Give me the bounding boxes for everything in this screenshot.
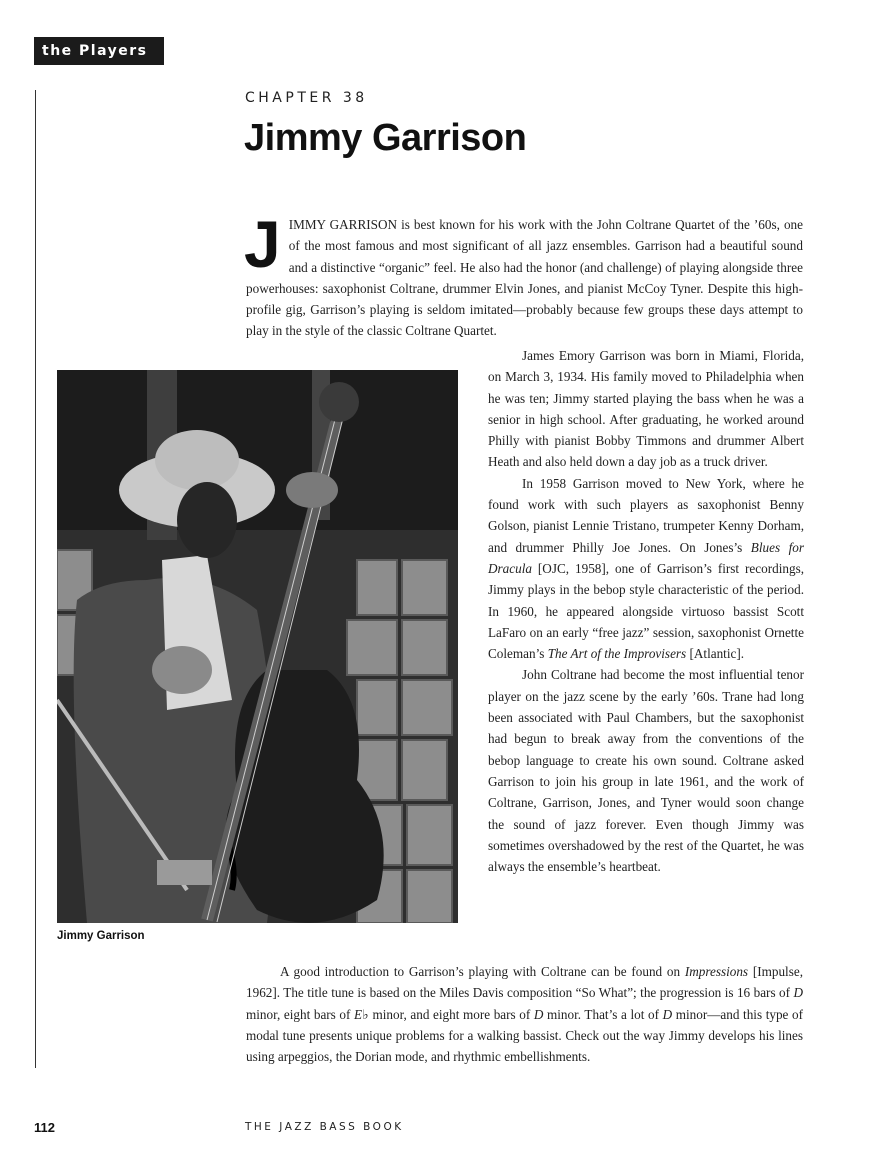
text-run: minor, and eight more bars of bbox=[368, 1006, 534, 1022]
intro-paragraph bbox=[244, 207, 803, 342]
key-name: D bbox=[662, 1006, 673, 1022]
chapter-title: Jimmy Garrison bbox=[244, 117, 527, 159]
text-run: [OJC, 1958], one of Garrison’s first recordings, Jimmy plays in the bebop style characteristic of the period. In 1960, he appeared alongside virtuoso bassist Scott LaFaro on an early “free jazz” session, saxophonist Ornette Coleman’s bbox=[488, 560, 804, 662]
key-name: D bbox=[793, 985, 803, 1001]
margin-rule bbox=[35, 90, 36, 1068]
paragraph-coltrane: John Coltrane had become the most influential tenor player on the jazz scene by the early ’60s. Trane had long been associated with Paul Chambers, but the saxophonist had begun to break away from the conventions of the bebop language to create his own sound. Coltrane asked Garrison to join his group in late 1961, and the work of Coltrane, Garrison, Jones, and Tyner would soon change the sound of jazz forever. Even though Jimmy was sometimes overshadowed by the rest of the Quartet, he was always the ensemble’s heartbeat. bbox=[488, 667, 804, 875]
key-name: E♭ bbox=[354, 1006, 369, 1022]
paragraph-new-york bbox=[488, 473, 804, 665]
text-run: minor. That’s a lot of bbox=[543, 1006, 663, 1022]
text-run: A good introduction to Garrison’s playing with Coltrane can be found on bbox=[280, 964, 685, 979]
photo-caption: Jimmy Garrison bbox=[57, 930, 145, 942]
paragraph-impressions bbox=[246, 961, 803, 1067]
running-footer: THE JAZZ BASS BOOK bbox=[245, 1121, 404, 1133]
text-run: minor, eight bars of bbox=[246, 1006, 355, 1022]
right-column bbox=[488, 345, 804, 877]
text-run: [Impulse, 1962]. The title tune is based on the Miles Davis composition “So What”; the progression is 16 bars of bbox=[246, 964, 803, 1001]
intro-text: IMMY GARRISON is best known for his work with the John Coltrane Quartet of the ’60s, one of the most famous and most significant of all jazz ensembles. Garrison had a beautiful sound and a distinctive “organic” feel. He also had the honor (and challenge) of playing alongside three powerhouses: saxophonist Coltrane, drummer Elvin Jones, and pianist McCoy Tyner. Despite this high-profile gig, Garrison’s playing is seldom imitated—probably because few groups these days attempt to play in the style of the classic Coltrane Quartet. bbox=[246, 217, 803, 339]
text-run: minor—and this type of modal tune presents unique problems for a walking bassist. Check out the way Jimmy develops his lines using arpeggios, the Dorian mode, and rhythmic embellishments. bbox=[246, 1006, 803, 1065]
key-name: D bbox=[533, 1006, 544, 1022]
text-run: [Atlantic]. bbox=[686, 646, 745, 662]
photo-jimmy-garrison bbox=[57, 370, 458, 923]
drop-cap: J bbox=[244, 207, 281, 281]
album-title: Blues for Dracula bbox=[488, 539, 804, 576]
chapter-label: CHAPTER 38 bbox=[245, 90, 368, 106]
section-tab: the Players bbox=[34, 37, 164, 65]
paragraph-early-life: James Emory Garrison was born in Miami, Florida, on March 3, 1934. His family moved to Philadelphia when he was ten; Jimmy started playing the bass when he was a senior in high school. After graduating, he worked around Philly with pianist Bobby Timmons and drummer Albert Heath and also held down a day job as a truck driver. bbox=[488, 348, 804, 470]
album-title: Impressions bbox=[684, 964, 749, 979]
page-number: 112 bbox=[34, 1120, 55, 1135]
text-run: In 1958 Garrison moved to New York, where he found work with such players as saxophonist Benny Golson, pianist Lennie Tristano, trumpeter Kenny Dorham, and drummer Philly Joe Jones. On Jones’s bbox=[488, 475, 804, 555]
album-title: The Art of the Improvisers bbox=[547, 646, 687, 662]
